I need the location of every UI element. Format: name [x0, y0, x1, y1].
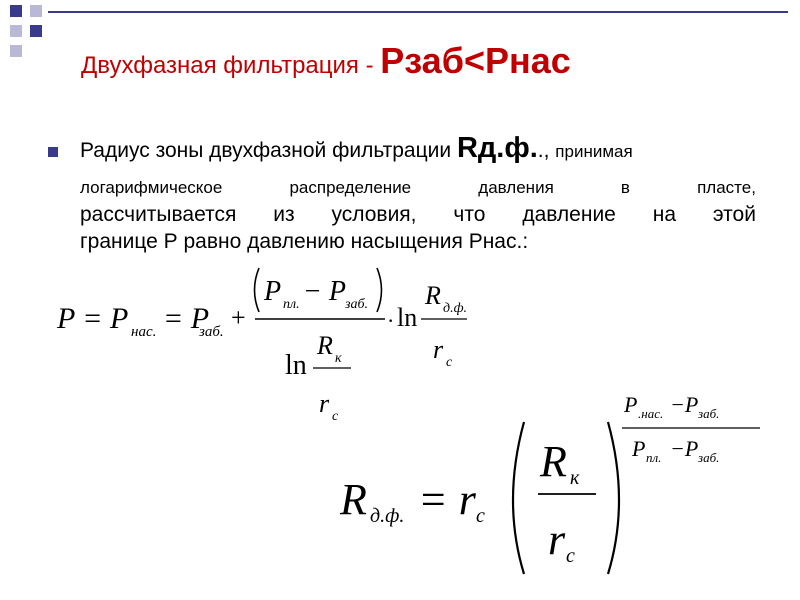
title-condition: Рзаб<Рнас	[380, 40, 571, 81]
ln-label: ln	[285, 350, 307, 381]
exp-num-minus-p: −P	[670, 392, 699, 417]
num-minus-p: − P	[303, 276, 346, 307]
formula-eq: = P	[163, 302, 210, 335]
plus-sign: +	[231, 303, 246, 332]
rc-r: r	[433, 335, 444, 364]
word: давление	[522, 203, 616, 226]
text: Радиус зоны двухфазной фильтрации	[80, 139, 457, 162]
symbol-radius: Rд.ф.	[456, 132, 538, 164]
rc-r: r	[548, 515, 566, 564]
bullet-line-1	[80, 132, 756, 165]
bullet-line-3	[80, 203, 756, 227]
ln-label: ln	[397, 303, 418, 332]
slide-title	[81, 40, 571, 82]
formula-eq: = r	[418, 475, 476, 524]
subscript: заб.	[345, 297, 369, 312]
exp-num-p: P	[624, 392, 638, 417]
subscript: с	[446, 355, 453, 370]
bullet-marker	[48, 147, 58, 157]
formula-lhs: P = P	[57, 302, 129, 335]
rdf-r: R	[425, 281, 441, 310]
word: распределение	[289, 178, 412, 197]
num-p: P	[264, 276, 282, 307]
paren-right	[608, 422, 619, 574]
paren-right	[377, 268, 382, 312]
subscript: пл.	[283, 297, 300, 312]
word: условия,	[331, 203, 417, 226]
exp-den-p: P	[632, 436, 646, 461]
word: на	[652, 203, 677, 226]
decor-square	[10, 25, 22, 37]
subscript: заб.	[199, 324, 224, 340]
decor-square	[10, 45, 22, 57]
word: давления	[478, 178, 554, 197]
rc-r: r	[319, 389, 330, 418]
word: в	[620, 178, 630, 197]
word: рассчитывается	[80, 203, 237, 226]
word: что	[453, 203, 486, 226]
subscript: с	[476, 505, 485, 527]
paren-left	[513, 422, 524, 574]
title-text: Двухфазная фильтрация -	[81, 52, 381, 79]
word: пласте,	[697, 178, 756, 197]
decor-square	[30, 5, 42, 17]
word: логарифмическое	[80, 178, 223, 197]
subscript: заб.	[698, 406, 720, 421]
subscript: заб.	[698, 450, 720, 465]
formula-radius	[340, 390, 770, 580]
dot-operator: ·	[387, 308, 395, 333]
subscript: к	[335, 351, 342, 366]
bullet-line-2	[80, 178, 756, 198]
subscript: с	[332, 409, 339, 424]
subscript: .нас.	[638, 406, 664, 421]
subscript: д.ф.	[370, 505, 405, 527]
subscript: д.ф.	[443, 301, 468, 316]
bullet-line-4: границе Р равно давлению насыщения Рнас.:	[80, 230, 529, 253]
decor-square	[30, 25, 42, 37]
rk-r: R	[540, 437, 567, 486]
subscript: пл.	[646, 450, 662, 465]
word: из	[273, 203, 295, 226]
text: принимая	[555, 142, 633, 161]
subscript: с	[566, 545, 575, 567]
text: .,	[537, 139, 556, 162]
rk-r: R	[317, 331, 333, 360]
paren-left	[255, 268, 260, 312]
exp-den-minus-p: −P	[670, 436, 699, 461]
top-rule	[48, 11, 788, 13]
decor-square	[10, 5, 22, 17]
rdf-r: R	[340, 475, 367, 524]
subscript: к	[570, 467, 580, 489]
word: этой	[712, 203, 756, 226]
subscript: нас.	[131, 324, 157, 340]
